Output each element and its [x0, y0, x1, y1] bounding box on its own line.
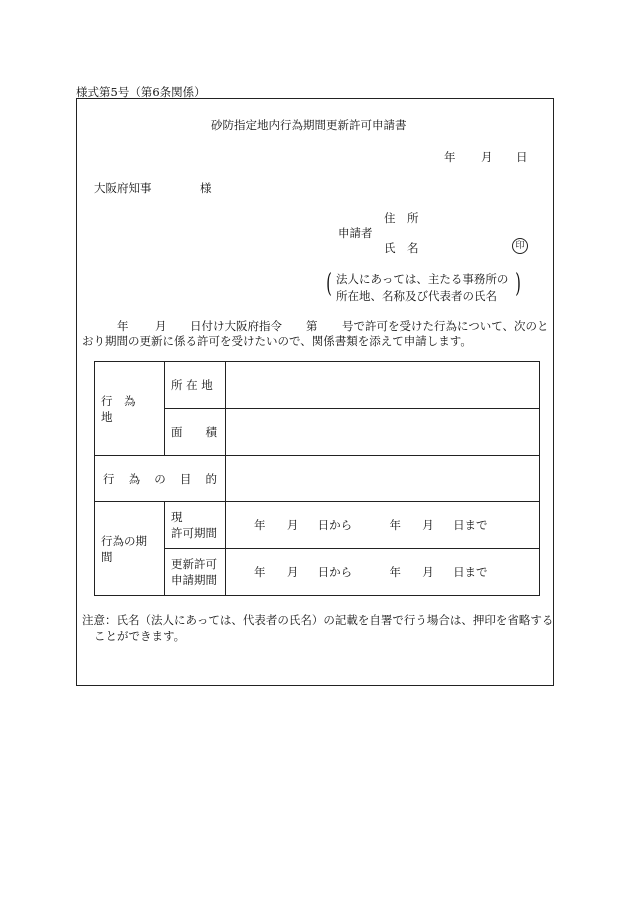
from-month: 月: [286, 565, 299, 579]
bracket-left: (: [326, 269, 332, 299]
addressee-honorific: 様: [200, 181, 212, 195]
address-label: 住 所: [384, 211, 419, 225]
renewal-label-line2: 申請期間: [171, 573, 217, 587]
form-title: 砂防指定地内行為期間更新許可申請書: [211, 118, 407, 132]
area-label: [165, 409, 226, 456]
purpose-char: の: [154, 471, 166, 486]
current-period-label: [165, 502, 226, 549]
body-rest: 号で許可を受けた行為について、次のと: [342, 319, 549, 333]
table-row: [95, 362, 540, 409]
renewal-period-label: [165, 549, 226, 596]
to-day: 日まで: [453, 518, 488, 532]
location-label-text: 所 在 地: [171, 378, 213, 392]
addressee-name: 大阪府知事: [94, 181, 152, 195]
purpose-label: [95, 456, 226, 502]
from-year: 年: [254, 565, 266, 579]
purpose-char: 行: [103, 471, 115, 486]
form-number: 様式第5号（第6条関係）: [76, 85, 206, 99]
from-day: 日から: [317, 565, 353, 579]
note-line1: 注意：氏名（法人にあっては、代表者の氏名）の記載を自署で行う場合は、押印を省略する: [82, 613, 554, 627]
area-label-text: 面 積: [171, 425, 217, 439]
date-day: 日: [516, 150, 528, 164]
current-label-line2: 許可期間: [171, 526, 217, 540]
corporate-note-line2: 所在地、名称及び代表者の氏名: [336, 289, 497, 303]
bracket-right: ): [515, 269, 521, 299]
corporate-note-line1: 法人にあっては、主たる事務所の: [336, 272, 509, 286]
act-site-label: [95, 362, 165, 456]
renewal-label-line1: 更新許可: [171, 557, 217, 571]
seal-mark: 印: [512, 238, 528, 254]
to-month: 月: [422, 518, 434, 532]
renewal-period-value[interactable]: [226, 549, 540, 596]
name-label: 氏 名: [384, 241, 419, 255]
current-label-line1: 現: [171, 510, 183, 524]
application-table: [94, 361, 540, 596]
table-row: [95, 456, 540, 502]
current-period-value[interactable]: [226, 502, 540, 549]
to-day: 日まで: [453, 565, 488, 579]
body-year: 年: [117, 319, 129, 333]
purpose-char: 目: [179, 471, 192, 486]
purpose-char: 為: [128, 471, 141, 486]
purpose-char: 的: [205, 471, 217, 486]
to-year: 年: [389, 565, 401, 579]
location-value[interactable]: [226, 362, 540, 409]
purpose-value[interactable]: [226, 456, 540, 502]
body-month: 月: [155, 319, 167, 333]
from-day: 日から: [317, 518, 353, 532]
note-line2: ことができます。: [94, 629, 186, 643]
body-line2: おり期間の更新に係る許可を受けたいので、関係書類を添えて申請します。: [82, 334, 472, 348]
period-label: [95, 502, 165, 596]
to-year: 年: [389, 518, 401, 532]
applicant-label: 申請者: [338, 226, 373, 240]
period-label-text: 行為の期間: [101, 533, 147, 564]
from-year: 年: [254, 518, 266, 532]
act-site-label-text: 行 為 地: [101, 393, 147, 424]
body-no-prefix: 第: [306, 319, 318, 333]
date-month: 月: [481, 150, 493, 164]
area-value[interactable]: [226, 409, 540, 456]
date-year: 年: [444, 150, 456, 164]
table-row: [95, 502, 540, 549]
body-day-suffix: 日付け大阪府指令: [190, 319, 282, 333]
location-label: [165, 362, 226, 409]
from-month: 月: [286, 518, 299, 532]
to-month: 月: [422, 565, 434, 579]
